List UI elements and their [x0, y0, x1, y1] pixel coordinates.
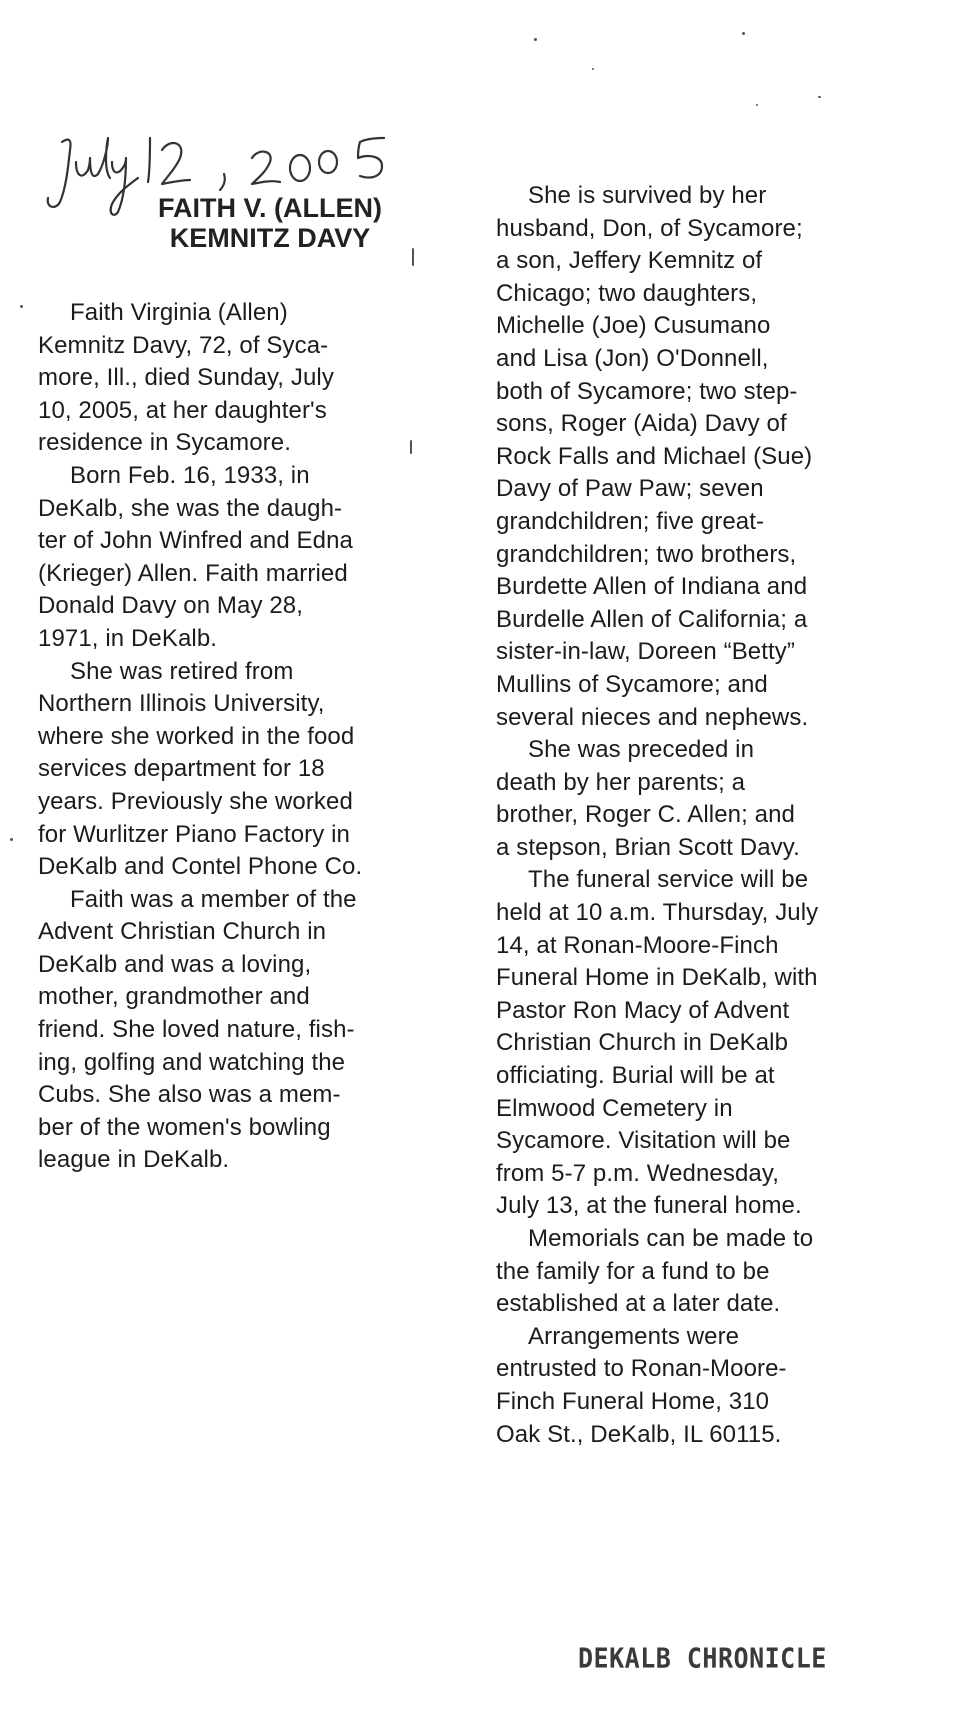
text-line: from 5-7 p.m. Wednesday,	[496, 1159, 779, 1187]
text-line: 14, at Ronan-Moore-Finch	[496, 931, 779, 959]
text-line: held at 10 a.m. Thursday, July	[496, 899, 819, 927]
scan-speck	[534, 38, 537, 41]
text-line: more, Ill., died Sunday, July	[38, 364, 334, 392]
headline-line-2: KEMNITZ DAVY	[169, 223, 371, 253]
text-line: Burdelle Allen of California; a	[496, 605, 808, 633]
text-line: a stepson, Brian Scott Davy.	[496, 833, 800, 861]
text-line: She was preceded in	[528, 736, 755, 764]
scan-speck	[10, 838, 13, 841]
text-line: the family for a fund to be	[496, 1257, 770, 1285]
scan-speck	[818, 96, 821, 98]
text-line: DeKalb and Contel Phone Co.	[38, 853, 363, 881]
text-line: grandchildren; two brothers,	[496, 540, 797, 568]
text-line: residence in Sycamore.	[38, 429, 291, 457]
text-line: Pastor Ron Macy of Advent	[496, 996, 790, 1024]
text-line: 10, 2005, at her daughter's	[38, 396, 327, 424]
scan-speck	[20, 305, 23, 308]
text-line: Sycamore. Visitation will be	[496, 1127, 791, 1155]
text-line: entrusted to Ronan-Moore-	[496, 1355, 787, 1383]
text-line: Faith was a member of the	[70, 885, 357, 913]
text-line: Michelle (Joe) Cusumano	[496, 312, 771, 340]
text-line: and Lisa (Jon) O'Donnell,	[496, 344, 769, 372]
text-line: husband, Don, of Sycamore;	[496, 214, 803, 242]
text-line: where she worked in the food	[38, 722, 355, 750]
scan-speck	[592, 68, 594, 70]
text-line: Mullins of Sycamore; and	[496, 670, 768, 698]
text-line: 1971, in DeKalb.	[38, 624, 218, 652]
source-stamp: DEKALB CHRONICLE	[578, 1642, 827, 1674]
text-line: DeKalb, she was the daugh-	[38, 494, 343, 522]
text-line: Kemnitz Davy, 72, of Syca-	[38, 331, 329, 359]
text-line: Arrangements were	[528, 1322, 740, 1350]
text-line: both of Sycamore; two step-	[496, 377, 798, 405]
text-line: She is survived by her	[528, 182, 767, 209]
text-line: July 13, at the funeral home.	[496, 1192, 802, 1220]
text-line: friend. She loved nature, fish-	[38, 1016, 355, 1044]
text-line: sister-in-law, Doreen “Betty”	[496, 638, 795, 666]
text-line: Burdette Allen of Indiana and	[496, 573, 808, 601]
text-line: Oak St., DeKalb, IL 60115.	[496, 1420, 782, 1448]
text-line: Christian Church in DeKalb	[496, 1029, 789, 1057]
text-line: death by her parents; a	[496, 768, 746, 796]
obituary-headline	[100, 193, 440, 253]
left-column	[38, 297, 458, 1177]
text-line: sons, Roger (Aida) Davy of	[496, 410, 787, 438]
text-line: ber of the women's bowling	[38, 1113, 331, 1141]
text-line: Rock Falls and Michael (Sue)	[496, 442, 813, 470]
text-line: years. Previously she worked	[38, 787, 353, 815]
text-line: DeKalb and was a loving,	[38, 950, 312, 978]
text-line: mother, grandmother and	[38, 983, 310, 1011]
text-line: Finch Funeral Home, 310	[496, 1387, 770, 1415]
text-line: a son, Jeffery Kemnitz of	[496, 247, 763, 275]
text-line: Chicago; two daughters,	[496, 279, 758, 307]
scan-speck	[742, 32, 745, 35]
text-line: Northern Illinois University,	[38, 690, 325, 718]
scan-speck	[410, 440, 412, 454]
text-line: Funeral Home in DeKalb, with	[496, 964, 818, 992]
text-line: (Krieger) Allen. Faith married	[38, 559, 348, 587]
scan-speck	[412, 248, 414, 266]
text-line: brother, Roger C. Allen; and	[496, 801, 795, 829]
text-line: Faith Virginia (Allen)	[70, 299, 288, 326]
text-line: ing, golfing and watching the	[38, 1048, 346, 1076]
text-line: The funeral service will be	[528, 866, 809, 894]
text-line: Memorials can be made to	[528, 1225, 814, 1252]
text-line: Born Feb. 16, 1933, in	[70, 461, 310, 489]
text-line: She was retired from	[70, 657, 294, 685]
headline-line-1: FAITH V. (ALLEN)	[157, 193, 382, 223]
text-line: Advent Christian Church in	[38, 918, 327, 946]
text-line: several nieces and nephews.	[496, 703, 809, 731]
text-line: officiating. Burial will be at	[496, 1062, 775, 1090]
text-line: league in DeKalb.	[38, 1146, 230, 1174]
text-line: Donald Davy on May 28,	[38, 592, 304, 620]
text-line: for Wurlitzer Piano Factory in	[38, 820, 350, 848]
right-column	[496, 180, 896, 1451]
text-line: established at a later date.	[496, 1290, 781, 1318]
text-line: ter of John Winfred and Edna	[38, 527, 353, 555]
text-line: Elmwood Cemetery in	[496, 1094, 733, 1122]
text-line: Cubs. She also was a mem-	[38, 1081, 341, 1109]
text-line: Davy of Paw Paw; seven	[496, 475, 764, 503]
text-line: services department for 18	[38, 755, 325, 783]
text-line: grandchildren; five great-	[496, 507, 765, 535]
scan-speck	[756, 104, 758, 106]
